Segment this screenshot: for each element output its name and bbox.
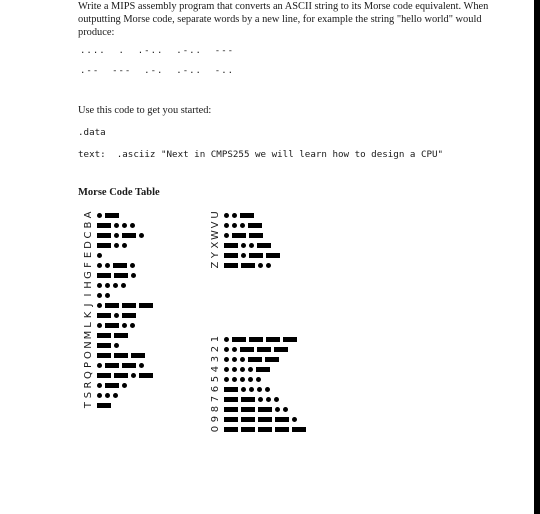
morse-table-digits <box>211 334 309 434</box>
letter-label-p: P <box>83 361 94 369</box>
letter-row-c <box>84 230 156 240</box>
letter-q-dash-0 <box>97 373 111 378</box>
digit-3-dot-0 <box>224 357 229 362</box>
digit-6-dot-3 <box>257 387 262 392</box>
letter-v-dot-1 <box>232 223 237 228</box>
letter-row-z <box>211 260 283 270</box>
digit-4-dot-1 <box>232 367 237 372</box>
letter-m-dash-0 <box>97 333 111 338</box>
letter-u-dot-0 <box>224 213 229 218</box>
digit-label-4: 4 <box>210 365 221 373</box>
digit-8-dot-3 <box>275 407 280 412</box>
letter-b-dot-2 <box>122 223 127 228</box>
letter-y-dash-3 <box>266 253 280 258</box>
letter-row-e <box>84 250 156 260</box>
letter-c-dash-2 <box>122 233 136 238</box>
digit-2-dash-2 <box>240 347 254 352</box>
letter-f-dot-1 <box>105 263 110 268</box>
use-text: Use this code to get you started: <box>78 105 212 116</box>
letter-row-j <box>84 300 156 310</box>
letter-y-dot-1 <box>241 253 246 258</box>
intro-paragraph: Write a MIPS assembly program that converts an ASCII string to its Morse code equivalent. When outputting Morse code, separate words by a new line, for example the string "hello world" would produce: <box>78 1 489 38</box>
letter-z-dot-3 <box>266 263 271 268</box>
digit-row-0 <box>211 424 309 434</box>
digit-8-dot-4 <box>283 407 288 412</box>
digit-4-dot-0 <box>224 367 229 372</box>
letter-b-dot-3 <box>130 223 135 228</box>
digit-label-3: 3 <box>210 355 221 363</box>
letter-label-e: E <box>83 251 94 259</box>
letter-h-dot-3 <box>121 283 126 288</box>
digit-1-dash-4 <box>283 337 297 342</box>
letter-row-u <box>211 210 283 220</box>
morse-example-world: .-- --- .-. .-.. -.. <box>80 66 235 76</box>
digit-6-dot-4 <box>265 387 270 392</box>
digit-1-dash-2 <box>249 337 263 342</box>
letter-row-y <box>211 250 283 260</box>
letter-row-s <box>84 390 156 400</box>
digit-8-dash-1 <box>241 407 255 412</box>
letter-s-dot-1 <box>105 393 110 398</box>
digit-8-dash-0 <box>224 407 238 412</box>
letter-label-j: J <box>83 303 94 307</box>
letter-j-dash-1 <box>105 303 119 308</box>
letter-h-dot-1 <box>105 283 110 288</box>
letter-q-dash-3 <box>139 373 153 378</box>
letter-n-dot-1 <box>114 343 119 348</box>
letter-d-dot-2 <box>122 243 127 248</box>
letter-d-dash-0 <box>97 243 111 248</box>
letter-h-dot-2 <box>113 283 118 288</box>
letter-n-dash-0 <box>97 343 111 348</box>
letter-c-dash-0 <box>97 233 111 238</box>
letter-label-h: H <box>83 281 94 289</box>
letter-p-dash-2 <box>122 363 136 368</box>
letter-v-dash-3 <box>248 223 262 228</box>
digit-7-dash-1 <box>241 397 255 402</box>
morse-table-title: Morse Code Table <box>78 187 160 198</box>
letter-label-c: C <box>83 231 94 239</box>
letter-row-k <box>84 310 156 320</box>
letter-row-n <box>84 340 156 350</box>
letter-label-l: L <box>83 322 94 328</box>
digit-label-5: 5 <box>210 375 221 383</box>
digit-2-dot-1 <box>232 347 237 352</box>
letter-i-dot-1 <box>105 293 110 298</box>
morse-table-letters-u-z <box>211 210 283 270</box>
digit-label-2: 2 <box>210 345 221 353</box>
digit-3-dash-4 <box>265 357 279 362</box>
letter-j-dash-3 <box>139 303 153 308</box>
letter-label-b: B <box>83 221 94 229</box>
digit-row-9 <box>211 414 309 424</box>
digit-label-7: 7 <box>210 395 221 403</box>
digit-label-1: 1 <box>210 335 221 343</box>
letter-z-dash-1 <box>241 263 255 268</box>
letter-label-v: V <box>210 221 221 229</box>
morse-table-letters-a-t <box>84 210 156 410</box>
letter-p-dot-3 <box>139 363 144 368</box>
letter-o-dash-0 <box>97 353 111 358</box>
digit-9-dash-1 <box>241 417 255 422</box>
letter-s-dot-2 <box>113 393 118 398</box>
letter-m-dash-1 <box>114 333 128 338</box>
code-line-data: .data <box>78 127 106 138</box>
letter-label-r: R <box>83 381 94 389</box>
letter-row-p <box>84 360 156 370</box>
letter-l-dot-2 <box>122 323 127 328</box>
letter-row-r <box>84 380 156 390</box>
digit-0-dash-0 <box>224 427 238 432</box>
digit-9-dash-0 <box>224 417 238 422</box>
letter-p-dash-1 <box>105 363 119 368</box>
digit-8-dash-2 <box>258 407 272 412</box>
letter-f-dash-2 <box>113 263 127 268</box>
letter-label-d: D <box>83 241 94 249</box>
letter-z-dot-2 <box>258 263 263 268</box>
digit-9-dot-4 <box>292 417 297 422</box>
letter-x-dot-2 <box>249 243 254 248</box>
letter-u-dash-2 <box>240 213 254 218</box>
letter-x-dash-0 <box>224 243 238 248</box>
digit-5-dot-4 <box>256 377 261 382</box>
digit-label-9: 9 <box>210 415 221 423</box>
letter-r-dash-1 <box>105 383 119 388</box>
letter-v-dot-2 <box>240 223 245 228</box>
digit-2-dash-3 <box>257 347 271 352</box>
letter-label-k: K <box>83 311 94 319</box>
letter-j-dot-0 <box>97 303 102 308</box>
digit-4-dot-3 <box>248 367 253 372</box>
digit-1-dash-3 <box>266 337 280 342</box>
letter-s-dot-0 <box>97 393 102 398</box>
code-line-text: text: .asciiz "Next in CMPS255 we will learn how to design a CPU" <box>78 149 444 160</box>
letter-f-dot-0 <box>97 263 102 268</box>
digit-5-dot-2 <box>240 377 245 382</box>
letter-l-dash-1 <box>105 323 119 328</box>
digit-5-dot-1 <box>232 377 237 382</box>
letter-label-m: M <box>83 330 94 340</box>
letter-j-dash-2 <box>122 303 136 308</box>
letter-row-w <box>211 230 283 240</box>
letter-a-dash-1 <box>105 213 119 218</box>
letter-k-dot-1 <box>114 313 119 318</box>
letter-row-f <box>84 260 156 270</box>
letter-label-y: Y <box>210 251 221 259</box>
letter-y-dash-0 <box>224 253 238 258</box>
letter-w-dot-0 <box>224 233 229 238</box>
digit-4-dot-2 <box>240 367 245 372</box>
digit-2-dot-0 <box>224 347 229 352</box>
digit-9-dash-3 <box>275 417 289 422</box>
digit-row-3 <box>211 354 309 364</box>
letter-g-dash-1 <box>114 273 128 278</box>
digit-row-5 <box>211 374 309 384</box>
letter-g-dot-2 <box>131 273 136 278</box>
letter-row-b <box>84 220 156 230</box>
digit-6-dot-2 <box>249 387 254 392</box>
letter-o-dash-2 <box>131 353 145 358</box>
letter-label-x: X <box>210 241 221 249</box>
letter-label-a: A <box>83 211 94 219</box>
digit-3-dot-1 <box>232 357 237 362</box>
letter-g-dash-0 <box>97 273 111 278</box>
letter-label-t: T <box>83 401 94 409</box>
letter-f-dot-3 <box>130 263 135 268</box>
letter-k-dash-2 <box>122 313 136 318</box>
digit-0-dash-1 <box>241 427 255 432</box>
digit-label-0: 0 <box>210 425 221 433</box>
letter-i-dot-0 <box>97 293 102 298</box>
digit-5-dot-3 <box>248 377 253 382</box>
letter-x-dot-1 <box>241 243 246 248</box>
digit-0-dash-4 <box>292 427 306 432</box>
digit-label-8: 8 <box>210 405 221 413</box>
letter-row-x <box>211 240 283 250</box>
digit-row-2 <box>211 344 309 354</box>
digit-9-dash-2 <box>258 417 272 422</box>
letter-u-dot-1 <box>232 213 237 218</box>
digit-1-dash-1 <box>232 337 246 342</box>
letter-row-g <box>84 270 156 280</box>
letter-label-f: F <box>83 262 94 268</box>
letter-d-dot-1 <box>114 243 119 248</box>
letter-label-n: N <box>83 341 94 349</box>
letter-w-dash-1 <box>232 233 246 238</box>
letter-q-dot-2 <box>131 373 136 378</box>
digit-7-dot-2 <box>258 397 263 402</box>
digit-3-dot-2 <box>240 357 245 362</box>
letter-row-m <box>84 330 156 340</box>
morse-example-hello: .... . .-.. .-.. --- <box>80 46 235 56</box>
digit-row-6 <box>211 384 309 394</box>
letter-e-dot-0 <box>97 253 102 258</box>
letter-row-a <box>84 210 156 220</box>
letter-o-dash-1 <box>114 353 128 358</box>
letter-b-dot-1 <box>114 223 119 228</box>
letter-row-o <box>84 350 156 360</box>
digit-6-dot-1 <box>241 387 246 392</box>
digit-row-7 <box>211 394 309 404</box>
letter-q-dash-1 <box>114 373 128 378</box>
letter-label-u: U <box>210 211 221 219</box>
letter-row-d <box>84 240 156 250</box>
digit-7-dot-4 <box>274 397 279 402</box>
letter-a-dot-0 <box>97 213 102 218</box>
letter-label-g: G <box>83 271 94 279</box>
letter-h-dot-0 <box>97 283 102 288</box>
digit-row-4 <box>211 364 309 374</box>
letter-label-w: W <box>210 230 221 240</box>
letter-b-dash-0 <box>97 223 111 228</box>
letter-row-t <box>84 400 156 410</box>
letter-label-i: I <box>83 293 94 297</box>
letter-t-dash-0 <box>97 403 111 408</box>
letter-label-s: S <box>83 391 94 399</box>
letter-w-dash-2 <box>249 233 263 238</box>
digit-2-dash-4 <box>274 347 288 352</box>
letter-l-dot-0 <box>97 323 102 328</box>
digit-6-dash-0 <box>224 387 238 392</box>
letter-r-dot-0 <box>97 383 102 388</box>
letter-c-dot-3 <box>139 233 144 238</box>
page-edge <box>534 0 540 514</box>
letter-row-l <box>84 320 156 330</box>
letter-v-dot-0 <box>224 223 229 228</box>
letter-y-dash-2 <box>249 253 263 258</box>
digit-1-dot-0 <box>224 337 229 342</box>
letter-c-dot-1 <box>114 233 119 238</box>
letter-row-i <box>84 290 156 300</box>
letter-row-h <box>84 280 156 290</box>
digit-label-6: 6 <box>210 385 221 393</box>
letter-label-q: Q <box>83 371 94 379</box>
letter-r-dot-2 <box>122 383 127 388</box>
letter-p-dot-0 <box>97 363 102 368</box>
digit-7-dash-0 <box>224 397 238 402</box>
letter-l-dot-3 <box>130 323 135 328</box>
digit-0-dash-3 <box>275 427 289 432</box>
letter-z-dash-0 <box>224 263 238 268</box>
digit-row-1 <box>211 334 309 344</box>
digit-5-dot-0 <box>224 377 229 382</box>
letter-label-o: O <box>83 351 94 359</box>
digit-7-dot-3 <box>266 397 271 402</box>
digit-3-dash-3 <box>248 357 262 362</box>
digit-row-8 <box>211 404 309 414</box>
letter-row-v <box>211 220 283 230</box>
digit-0-dash-2 <box>258 427 272 432</box>
letter-x-dash-3 <box>257 243 271 248</box>
letter-label-z: Z <box>210 261 221 269</box>
digit-4-dash-4 <box>256 367 270 372</box>
letter-row-q <box>84 370 156 380</box>
letter-k-dash-0 <box>97 313 111 318</box>
